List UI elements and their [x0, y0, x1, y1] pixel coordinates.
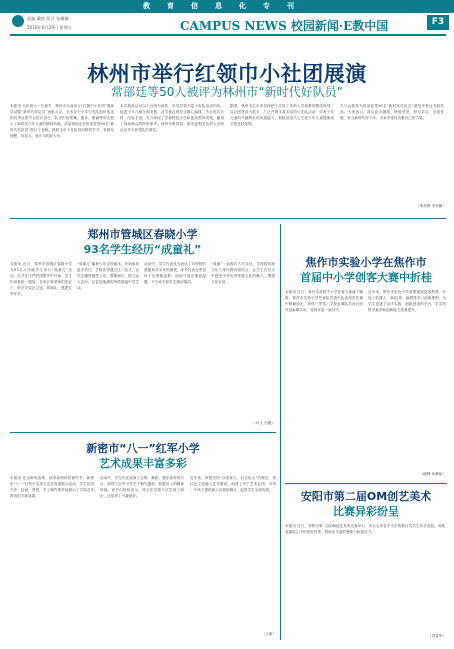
header-rule — [10, 34, 446, 36]
anyang-body: 本报讯 近日，安阳市第二届OM创艺美术比赛举行，来自全市各中小学的数百名学生同台竞技，用画笔描绘心中的美好世界，展现出丰富的想象力和创造力。 — [285, 524, 445, 534]
main-story-col-4: 左与会领导为常部廷等50名“新时代好队员”颁发荣誉证书和奖品。大家表示，将以此为激励，珍惜荣誉，努力学习，全面发展，争当新时代好少年，为家乡建设贡献自己的力量。 — [340, 104, 444, 120]
main-subheadline: 常部廷等50人被评为林州市“新时代好队员” — [111, 85, 343, 99]
column-divider — [280, 224, 281, 640]
newspaper-logo-icon — [12, 15, 24, 27]
main-story-col-1: 本报讯 为庆祝六一儿童节，林州市日前举行“红领巾小社团”展演活动暨“新时代好队员”表彰大会。全市各中小学少先队组织选送的优秀社团节目依次登台，队员们用歌舞、器乐、朗诵等形式展示了新时代少年儿童的精神风貌。活动现场还对常部廷等50名“新时代好队员”进行了表彰，鼓励全市少先队员向榜样学习，争做有理想、有担当、有作为的好少年。 — [10, 104, 114, 138]
main-story-col-2: 本次展演活动以小社团为载体，引导学校丰富少先队活动内容，促进少年儿童全面发展。各学校社团经过精心编排，节目形式多样、内容丰富，充分体现了学校特色办学和素质教育成果，赢得了现场观众的阵阵掌声。林州市教育局、团市委相关负责人出席活动并为获奖队员颁奖。 — [120, 104, 224, 132]
date-line: 2018年6月29日 星期五 — [27, 25, 73, 30]
main-headline: 林州市举行红领巾小社团展演 — [87, 62, 367, 86]
jiaozuo-col-2: 近年来，焦作市实验小学高度重视创客教育，开设了机器人、3D打印、编程等多门创客课程，为学生搭建了动手实践、创新创造的平台，学生的科学素养和创新能力显著提升。 — [368, 290, 446, 312]
zhengzhou-signoff: （叶文 白鹿） — [252, 421, 275, 425]
editor-line: 责编 戴悦 版式 张璐薇 — [27, 16, 69, 21]
page-number-badge: F3 — [427, 15, 449, 30]
xinmi-col-1: 本报讯 在这种有色喷、绿草如茵的初夏时节，新密市“八一”红军小学举办艺术成果展示活动，学生们用书法、绘画、剪纸、手工制作等作品展示了学校艺术教育的丰硕成果。 — [10, 476, 94, 498]
section-divider-left — [10, 432, 276, 433]
jiaozuo-subtitle: 首届中小学创客大赛中折桂 — [300, 271, 432, 284]
zhengzhou-col-3: 活动中，学生代表发言表达了对母校的感激和对未来的憧憬，家长代表也寄语孩子们勇敢追梦。现场气氛庄重而温馨，不少家长和学生感动落泪。 — [144, 262, 206, 284]
main-story-signoff: （李亮辉 李丹娜） — [416, 204, 446, 208]
zhengzhou-col-2: “成童礼”寓意少年告别童年，开始承担更多责任。学校希望通过这一仪式，让学生懂得感恩父母、尊敬师长，树立远大志向，以更加饱满的热情迎接中学生活。 — [77, 262, 139, 290]
main-story-col-3: 据悉，林州市近年来坚持把少先队工作纳入学校教育整体规划，以社团建设为抓手，广泛开展丰富多彩的少先队活动，培养少年儿童的兴趣特长和实践能力，积极营造关心关爱少年儿童健康成长的良好氛围。 — [230, 104, 334, 126]
xinmi-col-2: 活动中，学生们还表演了合唱、舞蹈、器乐演奏等节目，展现了红军小学学子朝气蓬勃、积极向上的精神风貌。家长们纷纷表示，孩子在学校不仅学到了知识，还培养了兴趣爱好。 — [100, 476, 184, 498]
xinmi-title: 新密市“八一”红军小学 — [86, 442, 200, 455]
jiaozuo-col-1: 本报讯 近日，焦作市首届中小学创客大赛落下帷幕，焦作市实验小学代表队凭借出色表现在比赛中脱颖而出，获得一等奖。学校参赛队员设计的作品新颖实用，受到评委一致好评。 — [285, 290, 363, 312]
zhengzhou-title: 郑州市管城区春晓小学 — [87, 228, 198, 241]
section-divider — [10, 218, 446, 219]
xinmi-subtitle: 艺术成果丰富多彩 — [99, 457, 187, 470]
anyang-subtitle: 比赛异彩纷呈 — [333, 505, 399, 518]
masthead-title: CAMPUS NEWS 校园新闻·E教中国 — [180, 19, 389, 33]
xinmi-signoff: （王丽） — [261, 632, 276, 636]
jiaozuo-title: 焦作市实验小学在焦作市 — [305, 256, 427, 269]
header-slogan: 教育信息化专刊 — [143, 2, 311, 10]
jiaozuo-signoff: （谢锋 孙静茹） — [419, 472, 446, 476]
zhengzhou-subtitle: 93名学生经历“成童礼” — [83, 243, 202, 256]
zhengzhou-col-1: 本报讯 近日，郑州市管城区春晓小学为93名六年级学生举行“成童礼”活动。仪式在庄严的国歌声中开始，学生们身着统一服装，在家长和老师的见证下，依次完成正衣冠、拜师礼、感恩礼等环节。 — [10, 262, 72, 296]
anyang-title: 安阳市第二届OM创艺美术 — [300, 490, 432, 503]
anyang-signoff: （刘春华） — [428, 634, 446, 638]
section-divider-right — [285, 483, 447, 484]
zhengzhou-col-4: “成童”一词源自古代礼仪，学校将传统文化与现代教育相结合，让学生在仪式中感受中华优秀传统文化的魅力，增强文化自信。 — [211, 262, 275, 284]
xinmi-col-3: 近年来，该校坚持“以美育人、以文化人”的理念，将红色文化融入艺术教育，组建了多个艺术社团，为每一个孩子提供展示自我的舞台，促进学生全面发展。 — [190, 476, 276, 492]
